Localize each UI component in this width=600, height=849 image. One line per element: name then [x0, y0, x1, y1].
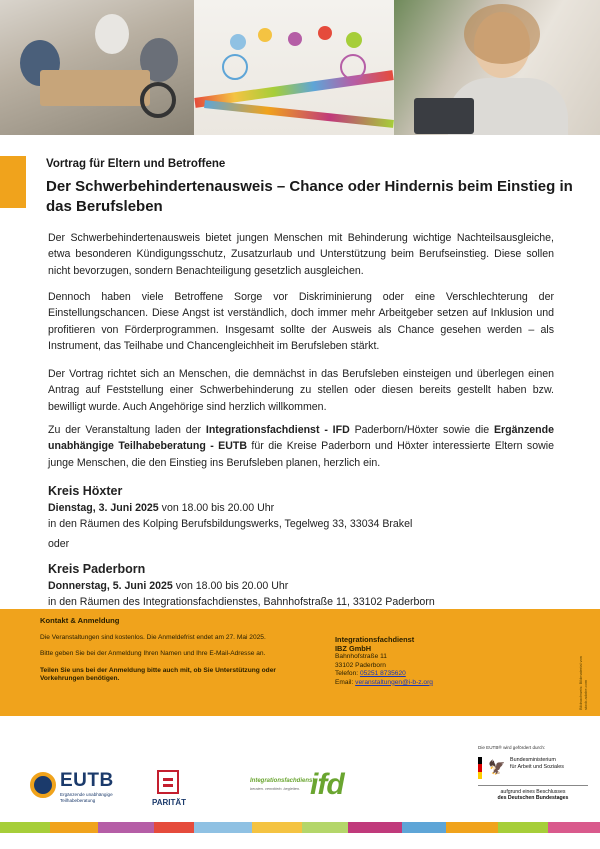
- accent-tab: [0, 156, 26, 208]
- contact-section: [0, 609, 600, 716]
- color-strip-segment: [194, 822, 252, 833]
- color-strip-segment: [302, 822, 348, 833]
- paragraph-audience: Der Vortrag richtet sich an Menschen, die demnächst in das Berufsleben einsteigen und überlegen einen Antrag auf Feststellung einer Schwerbehinderung zu stellen oder diesen bereits gestellt haben bzw. bewilligt wurde. Auch Angehörige sind herzlich willkommen.: [48, 368, 554, 413]
- eagle-icon: 🦅: [488, 759, 506, 775]
- color-strip: [0, 822, 600, 833]
- photo-credits: Bildnachweis: Bildmaterial von stock.adobe.com: [578, 655, 588, 710]
- city: 33102 Paderborn: [335, 661, 386, 669]
- color-strip-segment: [348, 822, 402, 833]
- email-link[interactable]: veranstaltungen@i-b-z.org: [355, 678, 433, 686]
- color-strip-segment: [252, 822, 302, 833]
- note-free: Die Veranstaltungen sind kostenlos. Die Anmeldefrist endet am 27. Mai 2025.: [40, 633, 266, 641]
- subtitle: Vortrag für Eltern und Betroffene: [46, 158, 226, 170]
- contact-heading: Kontakt & Anmeldung: [40, 616, 120, 625]
- event-time: von 18.00 bis 20.00 Uhr: [158, 502, 275, 514]
- color-strip-segment: [446, 822, 498, 833]
- bmas-logo: Die EUTB® wird gefördert durch: 🦅 Bundesministerium für Arbeit und Soziales aufgrund eines Beschlusses des Deutschen Bundestages: [478, 745, 569, 802]
- phone-link[interactable]: 05251 8735620: [359, 670, 406, 678]
- ifd-logo: Integrationsfachdienst beraten. vermitteln. begleiten. ifd: [250, 768, 344, 801]
- color-strip-segment: [548, 822, 600, 833]
- event-date: Donnerstag, 5. Juni 2025: [48, 580, 173, 592]
- org-name: Integrationsfachdienst: [335, 635, 415, 644]
- paragraph-intro: Der Schwerbehindertenausweis bietet jungen Menschen mit Behinderung wichtige Nachteilsausgleiche, etwa besonderen Kündigungsschutz, Zusatzurlaub und Unterstützung beim Berufseinstieg. Diese sollen nicht bevorzugen, sondern Benachteiligung gesetzlich ausgleichen.: [48, 232, 554, 277]
- event-time: von 18.00 bis 20.00 Uhr: [172, 580, 289, 592]
- event-region: Kreis Höxter: [48, 484, 123, 498]
- paritaet-logo: PARITÄT: [146, 770, 192, 810]
- eutb-name: Ergänzende unabhängige Teilhabeberatung - EUTB: [48, 424, 554, 453]
- color-strip-segment: [98, 822, 154, 833]
- org-company: IBZ GmbH: [335, 644, 372, 653]
- german-flag-icon: [478, 757, 482, 779]
- separator-oder: oder: [48, 538, 70, 550]
- photo-office-meeting: [0, 0, 194, 135]
- photo-paper-figures: [194, 0, 394, 135]
- event-region: Kreis Paderborn: [48, 562, 146, 576]
- event-paderborn: [48, 561, 558, 610]
- color-strip-segment: [402, 822, 446, 833]
- event-date: Dienstag, 3. Juni 2025: [48, 502, 159, 514]
- contact-address: Integrationsfachdienst IBZ GmbH Bahnhofstraße 11 33102 Paderborn Telefon: 05251 8735620 Email: veranstaltungen@i-b-z.org: [335, 635, 515, 687]
- contact-notes: [40, 617, 280, 692]
- event-location: in den Räumen des Kolping Berufsbildungswerks, Tegelweg 33, 33034 Brakel: [48, 518, 413, 530]
- page-title: Der Schwerbehindertenausweis – Chance oder Hindernis beim Einstieg in das Berufsleben: [46, 178, 573, 215]
- color-strip-segment: [154, 822, 194, 833]
- event-hoexter: [48, 483, 558, 532]
- paritaet-equals-icon: [157, 770, 179, 794]
- note-registration: Bitte geben Sie bei der Anmeldung Ihren Namen und Ihre E-Mail-Adresse an.: [40, 650, 266, 658]
- photo-smiling-student: [394, 0, 600, 135]
- header-photos: [0, 0, 600, 135]
- color-strip-segment: [498, 822, 548, 833]
- paragraph-concerns: Dennoch haben viele Betroffene Sorge vor Diskriminierung oder eine Verschlechterung der Einstellungschancen. Diese Angst ist verständlich, doch immer mehr Arbeitgeber setzen auf Inklusion und profitieren von Förderprogrammen. Insgesamt sollte der Ausweis als Chance gesehen werden – als Instrument, das Teilhabe und Chancengleichheit im Berufsleben stärkt.: [48, 291, 554, 353]
- paragraph-invitation: Zu der Veranstaltung laden der Integrationsfachdienst - IFD Paderborn/Höxter sowie die Ergänzende unabhängige Teilhabeberatung - EUTB für die Kreise Paderborn und Höxter interessierte Eltern sowie junge Menschen, die den Einstieg ins Berufsleben planen, herzlich ein.: [48, 424, 555, 469]
- eutb-logo: EUTB Ergänzende unabhängige Teilhabeberatung: [30, 770, 130, 806]
- event-location: in den Räumen des Integrationsfachdienstes, Bahnhofstraße 11, 33102 Paderborn: [48, 596, 435, 608]
- note-support: Teilen Sie uns bei der Anmeldung bitte auch mit, ob Sie Unterstützung oder Vorkehrungen benötigen.: [40, 666, 276, 683]
- eutb-circle-icon: [30, 772, 56, 798]
- color-strip-segment: [0, 822, 50, 833]
- street: Bahnhofstraße 11: [335, 653, 387, 660]
- color-strip-segment: [50, 822, 98, 833]
- ifd-name: Integrationsfachdienst - IFD: [205, 424, 350, 436]
